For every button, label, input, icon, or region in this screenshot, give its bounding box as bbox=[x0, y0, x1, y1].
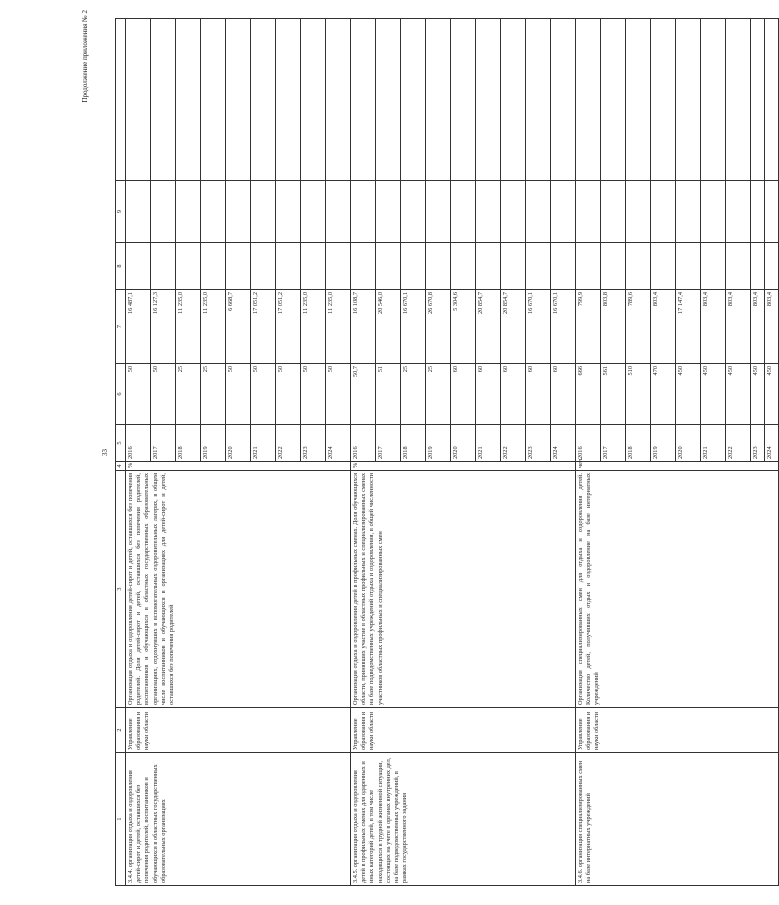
empty-cell bbox=[301, 181, 326, 243]
empty-cell bbox=[401, 19, 426, 181]
year-cell: 2021 bbox=[701, 425, 726, 462]
col-header-empty bbox=[116, 19, 126, 181]
funding-value-cell: 789,6 bbox=[626, 290, 651, 364]
empty-cell bbox=[626, 181, 651, 243]
year-cell: 2017 bbox=[601, 425, 626, 462]
appendix-label: Продолжение приложения № 2 bbox=[81, 10, 89, 103]
col-header: 4 bbox=[116, 462, 126, 471]
funding-value-cell: 803,4 bbox=[701, 290, 726, 364]
funding-value-cell: 11 235,0 bbox=[301, 290, 326, 364]
indicator-cell: Организация специализированных смен для отдыха и оздоровления детей. Количество детей, получивших отдых и оздоровление на базе интернатных учреждений bbox=[576, 471, 779, 708]
empty-cell bbox=[726, 243, 751, 290]
indicator-value-cell: 50 bbox=[276, 364, 301, 425]
empty-cell bbox=[676, 181, 701, 243]
empty-cell bbox=[151, 243, 176, 290]
funding-value-cell: 17 051,2 bbox=[251, 290, 276, 364]
empty-cell bbox=[176, 19, 201, 181]
empty-cell bbox=[601, 19, 626, 181]
col-header: 2 bbox=[116, 708, 126, 753]
empty-cell bbox=[426, 243, 451, 290]
empty-cell bbox=[201, 243, 226, 290]
year-cell: 2018 bbox=[176, 425, 201, 462]
empty-cell bbox=[751, 19, 765, 181]
empty-cell bbox=[476, 181, 501, 243]
empty-cell bbox=[651, 181, 676, 243]
funding-value-cell: 16 108,7 bbox=[351, 290, 376, 364]
empty-cell bbox=[601, 181, 626, 243]
unit-cell: чел. bbox=[576, 462, 779, 471]
empty-cell bbox=[501, 19, 526, 181]
indicator-value-cell: 60 bbox=[551, 364, 576, 425]
funding-value-cell: 16 670,1 bbox=[551, 290, 576, 364]
empty-cell bbox=[626, 243, 651, 290]
empty-cell bbox=[651, 243, 676, 290]
year-cell: 2023 bbox=[526, 425, 551, 462]
col-header: 7 bbox=[116, 290, 126, 364]
empty-cell bbox=[326, 181, 351, 243]
empty-cell bbox=[226, 19, 251, 181]
funding-value-cell: 17 147,4 bbox=[676, 290, 701, 364]
empty-cell bbox=[476, 19, 501, 181]
funding-value-cell: 5 304,6 bbox=[451, 290, 476, 364]
unit-cell: % bbox=[351, 462, 576, 471]
empty-cell bbox=[751, 181, 765, 243]
empty-cell bbox=[376, 181, 401, 243]
indicator-value-cell: 510 bbox=[626, 364, 651, 425]
empty-cell bbox=[765, 19, 779, 181]
funding-value-cell: 803,8 bbox=[601, 290, 626, 364]
measure-cell: 3.4.6. организация специализированных смен на базе интернатных учреждений bbox=[576, 753, 779, 886]
empty-cell bbox=[501, 243, 526, 290]
year-cell: 2021 bbox=[476, 425, 501, 462]
indicator-value-cell: 561 bbox=[601, 364, 626, 425]
empty-cell bbox=[301, 19, 326, 181]
col-header: 9 bbox=[116, 181, 126, 243]
empty-cell bbox=[301, 243, 326, 290]
year-cell: 2016 bbox=[126, 425, 151, 462]
empty-cell bbox=[351, 181, 376, 243]
empty-cell bbox=[451, 181, 476, 243]
empty-cell bbox=[701, 181, 726, 243]
indicator-cell: Организация отдыха и оздоровления детей в профильных сменах. Доля обучающихся области, принявших участие в областных профильных и специализированных сменах на базе подведомственных учреждений отдыха и оздоровления, в общей численности участников областных профильных и специализированных смен bbox=[351, 471, 576, 708]
indicator-value-cell: 666 bbox=[576, 364, 601, 425]
table-row bbox=[351, 19, 376, 886]
table-row bbox=[576, 19, 601, 886]
year-cell: 2020 bbox=[226, 425, 251, 462]
year-cell: 2024 bbox=[765, 425, 779, 462]
empty-cell bbox=[226, 181, 251, 243]
empty-cell bbox=[701, 243, 726, 290]
col-header: 5 bbox=[116, 425, 126, 462]
empty-cell bbox=[426, 19, 451, 181]
empty-cell bbox=[351, 19, 376, 181]
funding-value-cell: 20 546,0 bbox=[376, 290, 401, 364]
measure-cell: 3.4.4. организация отдыха и оздоровления детей-сирот и детей, оставшихся без попечения родителей, воспитанников и обучающихся в областных государственных образовательных организациях bbox=[126, 753, 351, 886]
funding-value-cell: 6 668,7 bbox=[226, 290, 251, 364]
funding-value-cell: 20 854,7 bbox=[476, 290, 501, 364]
indicator-value-cell: 51 bbox=[376, 364, 401, 425]
empty-cell bbox=[765, 181, 779, 243]
empty-cell bbox=[176, 243, 201, 290]
empty-cell bbox=[526, 243, 551, 290]
year-cell: 2022 bbox=[276, 425, 301, 462]
funding-value-cell: 16 127,3 bbox=[151, 290, 176, 364]
year-cell: 2016 bbox=[351, 425, 376, 462]
unit-cell: % bbox=[126, 462, 351, 471]
year-cell: 2022 bbox=[726, 425, 751, 462]
executor-cell: Управление образования и науки области bbox=[576, 708, 779, 753]
empty-cell bbox=[126, 181, 151, 243]
funding-value-cell: 799,9 bbox=[576, 290, 601, 364]
year-cell: 2024 bbox=[551, 425, 576, 462]
funding-value-cell: 11 235,0 bbox=[176, 290, 201, 364]
indicator-value-cell: 470 bbox=[651, 364, 676, 425]
indicator-value-cell: 450 bbox=[765, 364, 779, 425]
program-table bbox=[115, 18, 779, 886]
empty-cell bbox=[176, 181, 201, 243]
year-cell: 2017 bbox=[151, 425, 176, 462]
empty-cell bbox=[551, 181, 576, 243]
table-row bbox=[126, 19, 151, 886]
empty-cell bbox=[401, 243, 426, 290]
empty-cell bbox=[551, 243, 576, 290]
col-header: 1 bbox=[116, 753, 126, 886]
indicator-value-cell: 50,7 bbox=[351, 364, 376, 425]
indicator-value-cell: 50 bbox=[226, 364, 251, 425]
empty-cell bbox=[401, 181, 426, 243]
empty-cell bbox=[576, 243, 601, 290]
empty-cell bbox=[201, 181, 226, 243]
funding-value-cell: 26 670,8 bbox=[426, 290, 451, 364]
year-cell: 2023 bbox=[751, 425, 765, 462]
funding-value-cell: 803,4 bbox=[751, 290, 765, 364]
indicator-value-cell: 25 bbox=[201, 364, 226, 425]
indicator-value-cell: 50 bbox=[326, 364, 351, 425]
indicator-value-cell: 450 bbox=[676, 364, 701, 425]
empty-cell bbox=[226, 243, 251, 290]
col-header: 6 bbox=[116, 364, 126, 425]
funding-value-cell: 17 051,2 bbox=[276, 290, 301, 364]
indicator-value-cell: 450 bbox=[751, 364, 765, 425]
empty-cell bbox=[276, 181, 301, 243]
empty-cell bbox=[765, 243, 779, 290]
page-number: 33 bbox=[101, 449, 109, 456]
empty-cell bbox=[726, 181, 751, 243]
empty-cell bbox=[251, 181, 276, 243]
empty-cell bbox=[626, 19, 651, 181]
header-row bbox=[116, 19, 126, 886]
empty-cell bbox=[376, 243, 401, 290]
year-cell: 2024 bbox=[326, 425, 351, 462]
year-cell: 2023 bbox=[301, 425, 326, 462]
measure-cell: 3.4.5. организация отдыха и оздоровления детей в профильных сменах для одаренных и иных категорий детей, в том числе находящихся в трудной жизненной ситуации, состоящих на учете в органах внутренних дел, на базе подведомственных учреждений, в рамках государственного задания bbox=[351, 753, 576, 886]
empty-cell bbox=[751, 243, 765, 290]
year-cell: 2018 bbox=[626, 425, 651, 462]
indicator-value-cell: 60 bbox=[451, 364, 476, 425]
empty-cell bbox=[601, 243, 626, 290]
empty-cell bbox=[201, 19, 226, 181]
empty-cell bbox=[676, 243, 701, 290]
indicator-value-cell: 60 bbox=[476, 364, 501, 425]
empty-cell bbox=[476, 243, 501, 290]
funding-value-cell: 803,4 bbox=[726, 290, 751, 364]
empty-cell bbox=[726, 19, 751, 181]
indicator-cell: Организация отдыха и оздоровления детей-сирот и детей, оставшихся без попечения родителей. Доля детей-сирот и детей, оставшихся без попечения родителей, воспитанников и обучающихся в областных государственных образовательных организациях, отдохнувших в вспомогательных оздоровительных лагерях, в общем числе воспитанников и обучающихся в организациях для детей-сирот и детей, оставшихся без попечения родителей bbox=[126, 471, 351, 708]
empty-cell bbox=[126, 243, 151, 290]
year-cell: 2020 bbox=[676, 425, 701, 462]
funding-value-cell: 16 670,1 bbox=[401, 290, 426, 364]
empty-cell bbox=[376, 19, 401, 181]
funding-value-cell: 11 235,0 bbox=[201, 290, 226, 364]
indicator-value-cell: 50 bbox=[301, 364, 326, 425]
empty-cell bbox=[126, 19, 151, 181]
year-cell: 2018 bbox=[401, 425, 426, 462]
empty-cell bbox=[426, 181, 451, 243]
empty-cell bbox=[651, 19, 676, 181]
funding-value-cell: 20 854,7 bbox=[501, 290, 526, 364]
indicator-value-cell: 450 bbox=[701, 364, 726, 425]
empty-cell bbox=[451, 19, 476, 181]
empty-cell bbox=[526, 181, 551, 243]
empty-cell bbox=[451, 243, 476, 290]
empty-cell bbox=[676, 19, 701, 181]
empty-cell bbox=[251, 19, 276, 181]
year-cell: 2021 bbox=[251, 425, 276, 462]
empty-cell bbox=[326, 19, 351, 181]
year-cell: 2019 bbox=[201, 425, 226, 462]
empty-cell bbox=[276, 243, 301, 290]
year-cell: 2022 bbox=[501, 425, 526, 462]
funding-value-cell: 803,4 bbox=[765, 290, 779, 364]
funding-value-cell: 11 235,0 bbox=[326, 290, 351, 364]
empty-cell bbox=[701, 19, 726, 181]
empty-cell bbox=[351, 243, 376, 290]
empty-cell bbox=[251, 243, 276, 290]
funding-value-cell: 16 487,1 bbox=[126, 290, 151, 364]
year-cell: 2016 bbox=[576, 425, 601, 462]
empty-cell bbox=[576, 181, 601, 243]
indicator-value-cell: 50 bbox=[126, 364, 151, 425]
year-cell: 2017 bbox=[376, 425, 401, 462]
indicator-value-cell: 60 bbox=[501, 364, 526, 425]
col-header: 8 bbox=[116, 243, 126, 290]
year-cell: 2019 bbox=[426, 425, 451, 462]
empty-cell bbox=[151, 181, 176, 243]
year-cell: 2020 bbox=[451, 425, 476, 462]
funding-value-cell: 803,4 bbox=[651, 290, 676, 364]
executor-cell: Управление образования и науки области bbox=[126, 708, 351, 753]
empty-cell bbox=[501, 181, 526, 243]
empty-cell bbox=[551, 19, 576, 181]
empty-cell bbox=[326, 243, 351, 290]
empty-cell bbox=[276, 19, 301, 181]
empty-cell bbox=[151, 19, 176, 181]
executor-cell: Управление образования и науки области bbox=[351, 708, 576, 753]
col-header: 3 bbox=[116, 471, 126, 708]
empty-cell bbox=[576, 19, 601, 181]
empty-cell bbox=[526, 19, 551, 181]
indicator-value-cell: 50 bbox=[251, 364, 276, 425]
indicator-value-cell: 25 bbox=[426, 364, 451, 425]
funding-value-cell: 16 670,1 bbox=[526, 290, 551, 364]
indicator-value-cell: 25 bbox=[176, 364, 201, 425]
indicator-value-cell: 60 bbox=[526, 364, 551, 425]
year-cell: 2019 bbox=[651, 425, 676, 462]
indicator-value-cell: 50 bbox=[151, 364, 176, 425]
indicator-value-cell: 450 bbox=[726, 364, 751, 425]
indicator-value-cell: 25 bbox=[401, 364, 426, 425]
